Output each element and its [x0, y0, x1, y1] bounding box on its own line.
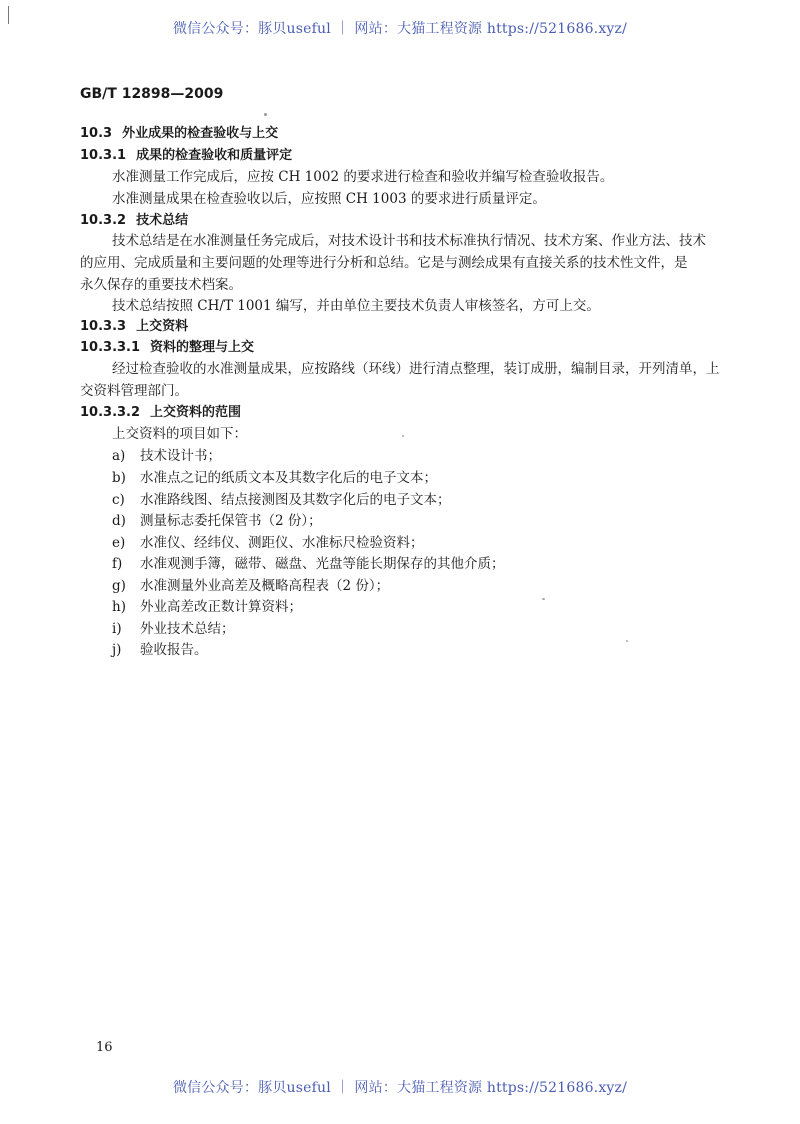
list-item-label: b)	[112, 470, 126, 486]
list-item	[112, 470, 437, 486]
section-title: 上交资料的范围	[150, 405, 242, 420]
section-heading-10-3-1	[80, 148, 292, 164]
list-item-label: a)	[112, 448, 126, 464]
list-item-text: 测量标志委托保管书（2 份）；	[140, 513, 322, 529]
standard-code: GB/T 12898—2009	[80, 86, 224, 102]
section-number: 10.3	[80, 126, 113, 141]
list-item	[112, 513, 322, 529]
list-item	[112, 535, 424, 551]
section-heading-10-3-3-2	[80, 405, 241, 421]
section-number: 10.3.1	[80, 148, 127, 163]
paragraph: 水准测量成果在检查验收以后，应按照 CH 1003 的要求进行质量评定。	[112, 191, 546, 207]
list-item	[112, 492, 451, 508]
watermark-bottom: 微信公众号：豚贝useful ｜ 网站：大猫工程资源 https://521686.xyz/	[172, 1080, 628, 1096]
list-item-text: 外业技术总结；	[140, 621, 235, 637]
list-item-text: 水准路线图、结点接测图及其数字化后的电子文本；	[140, 492, 451, 508]
scan-speck	[626, 640, 628, 642]
section-number: 10.3.3	[80, 319, 127, 334]
section-heading-10-3-3	[80, 319, 188, 335]
list-item-text: 水准仪、经纬仪、测距仪、水准标尺检验资料；	[140, 535, 424, 551]
section-heading-10-3-3-1	[80, 340, 254, 356]
section-number: 10.3.3.2	[80, 405, 141, 420]
paragraph-line: 永久保存的重要技术档案。	[80, 277, 242, 293]
paragraph-line: 经过检查验收的水准测量成果，应按路线（环线）进行清点整理，装订成册，编制目录，开列清单，上	[112, 361, 720, 377]
list-item-label: h)	[112, 599, 126, 615]
section-number: 10.3.3.1	[80, 340, 141, 355]
list-item-text: 技术设计书；	[140, 448, 221, 464]
scan-speck	[264, 113, 267, 116]
section-title: 成果的检查验收和质量评定	[136, 148, 293, 163]
list-item-text: 验收报告。	[140, 642, 208, 658]
section-heading-10-3-2	[80, 213, 188, 229]
section-title: 外业成果的检查验收与上交	[122, 126, 279, 141]
list-item-label: f)	[112, 556, 123, 572]
list-item-label: c)	[112, 492, 125, 508]
list-item	[112, 448, 221, 464]
list-item-label: e)	[112, 535, 126, 551]
list-item-text: 外业高差改正数计算资料；	[140, 599, 302, 615]
section-title: 上交资料	[136, 319, 189, 334]
page-number: 16	[96, 1040, 113, 1055]
paragraph: 技术总结按照 CH/T 1001 编写，并由单位主要技术负责人审核签名，方可上交。	[112, 298, 600, 314]
list-item-label: g)	[112, 578, 126, 594]
paragraph-line: 交资料管理部门。	[80, 383, 188, 399]
list-item	[112, 599, 302, 615]
paragraph-line: 的应用、完成质量和主要问题的处理等进行分析和总结。它是与测绘成果有直接关系的技术性文件，是	[80, 255, 688, 271]
section-number: 10.3.2	[80, 213, 127, 228]
list-item-text: 水准点之记的纸质文本及其数字化后的电子文本；	[140, 470, 437, 486]
section-title: 资料的整理与上交	[150, 340, 255, 355]
watermark-top: 微信公众号：豚贝useful ｜ 网站：大猫工程资源 https://521686.xyz/	[172, 21, 628, 37]
section-title: 技术总结	[136, 213, 189, 228]
list-item-label: i)	[112, 621, 122, 637]
paragraph-line: 技术总结是在水准测量任务完成后，对技术设计书和技术标准执行情况、技术方案、作业方法、技术	[112, 233, 706, 249]
scan-speck	[402, 435, 404, 437]
list-item	[112, 642, 208, 658]
scan-edge-mark	[8, 6, 9, 24]
list-item	[112, 556, 505, 572]
list-item	[112, 621, 235, 637]
list-item-label: d)	[112, 513, 126, 529]
section-heading-10-3	[80, 126, 278, 142]
list-item-text: 水准测量外业高差及概略高程表（2 份）；	[140, 578, 390, 594]
paragraph: 水准测量工作完成后，应按 CH 1002 的要求进行检查和验收并编写检查验收报告。	[112, 169, 614, 185]
list-item	[112, 578, 389, 594]
list-intro: 上交资料的项目如下：	[112, 426, 247, 442]
scan-speck	[542, 598, 545, 600]
list-item-text: 水准观测手簿，磁带、磁盘、光盘等能长期保存的其他介质；	[140, 556, 505, 572]
list-item-label: j)	[112, 642, 122, 658]
